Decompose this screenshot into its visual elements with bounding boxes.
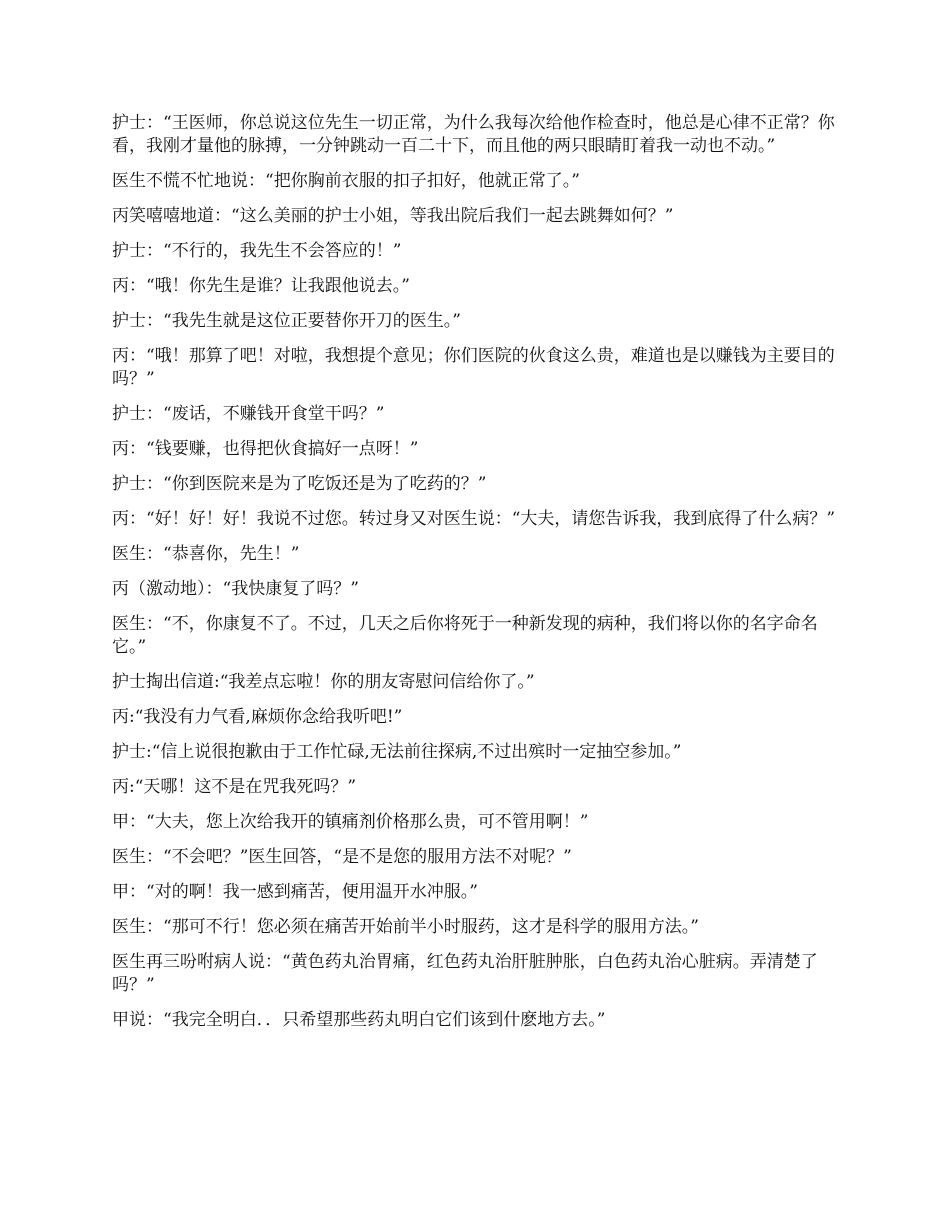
paragraph-6: 护士：“我先生就是这位正要替你开刀的医生。” [112, 311, 461, 331]
paragraph-22: 医生：“那可不行！您必须在痛苦开始前半小时服药，这才是科学的服用方法。” [112, 917, 699, 937]
paragraph-2: 医生不慌不忙地说：“把你胸前衣服的扣子扣好，他就正常了。” [112, 171, 580, 191]
paragraph-1: 护士：“王医师，你总说这位先生一切正常，为什么我每次给他作检查时，他总是心律不正常？你看，我刚才量他的脉搏，一分钟跳动一百二十下，而且他的两只眼睛盯着我一动也不动。” [112, 113, 835, 156]
paragraph-11: 丙：“好！好！好！我说不过您。转过身又对医生说：“大夫，请您告诉我，我到底得了什么病？” [112, 509, 836, 529]
paragraph-20: 医生：“不会吧？”医生回答，“是不是您的服用方法不对呢？” [112, 847, 572, 867]
paragraph-7: 丙：“哦！那算了吧！对啦，我想提个意见；你们医院的伙食这么贵，难道也是以赚钱为主要目的吗？” [112, 346, 835, 389]
paragraph-24: 甲说：“我完全明白．．只希望那些药丸明白它们该到什麽地方去。” [112, 1010, 606, 1030]
paragraph-21: 甲：“对的啊！我一感到痛苦，便用温开水冲服。” [112, 882, 478, 902]
paragraph-15: 护士掏出信道:“我差点忘啦！你的朋友寄慰问信给你了。” [112, 672, 535, 692]
paragraph-17: 护士:“信上说很抱歉由于工作忙碌,无法前往探病,不过出殡时一定抽空参加。” [112, 742, 682, 762]
paragraph-12: 医生：“恭喜你，先生！” [112, 544, 300, 564]
paragraph-18: 丙:“天哪！这不是在咒我死吗？” [112, 777, 357, 797]
document-page [112, 112, 840, 1044]
paragraph-13: 丙（激动地）：“我快康复了吗？” [112, 579, 359, 599]
paragraph-14: 医生：“不，你康复不了。不过，几天之后你将死于一种新发现的病种，我们将以你的名字命名它。” [112, 614, 818, 657]
paragraph-4: 护士：“不行的，我先生不会答应的！” [112, 241, 402, 261]
paragraph-3: 丙笑嘻嘻地道：“这么美丽的护士小姐，等我出院后我们一起去跳舞如何？” [112, 206, 674, 226]
paragraph-8: 护士：“废话，不赚钱开食堂干吗？” [112, 404, 385, 424]
paragraph-5: 丙：“哦！你先生是谁？让我跟他说去。” [112, 276, 410, 296]
paragraph-16: 丙:“我没有力气看,麻烦你念给我听吧!” [112, 707, 403, 727]
paragraph-9: 丙：“钱要赚，也得把伙食搞好一点呀！” [112, 439, 419, 459]
paragraph-19: 甲：“大夫，您上次给我开的镇痛剂价格那么贵，可不管用啊！” [112, 812, 589, 832]
paragraph-23: 医生再三吩咐病人说：“黄色药丸治胃痛，红色药丸治肝脏肿胀，白色药丸治心脏病。弄清楚了吗？” [112, 952, 818, 995]
paragraph-10: 护士：“你到医院来是为了吃饭还是为了吃药的？” [112, 474, 487, 494]
